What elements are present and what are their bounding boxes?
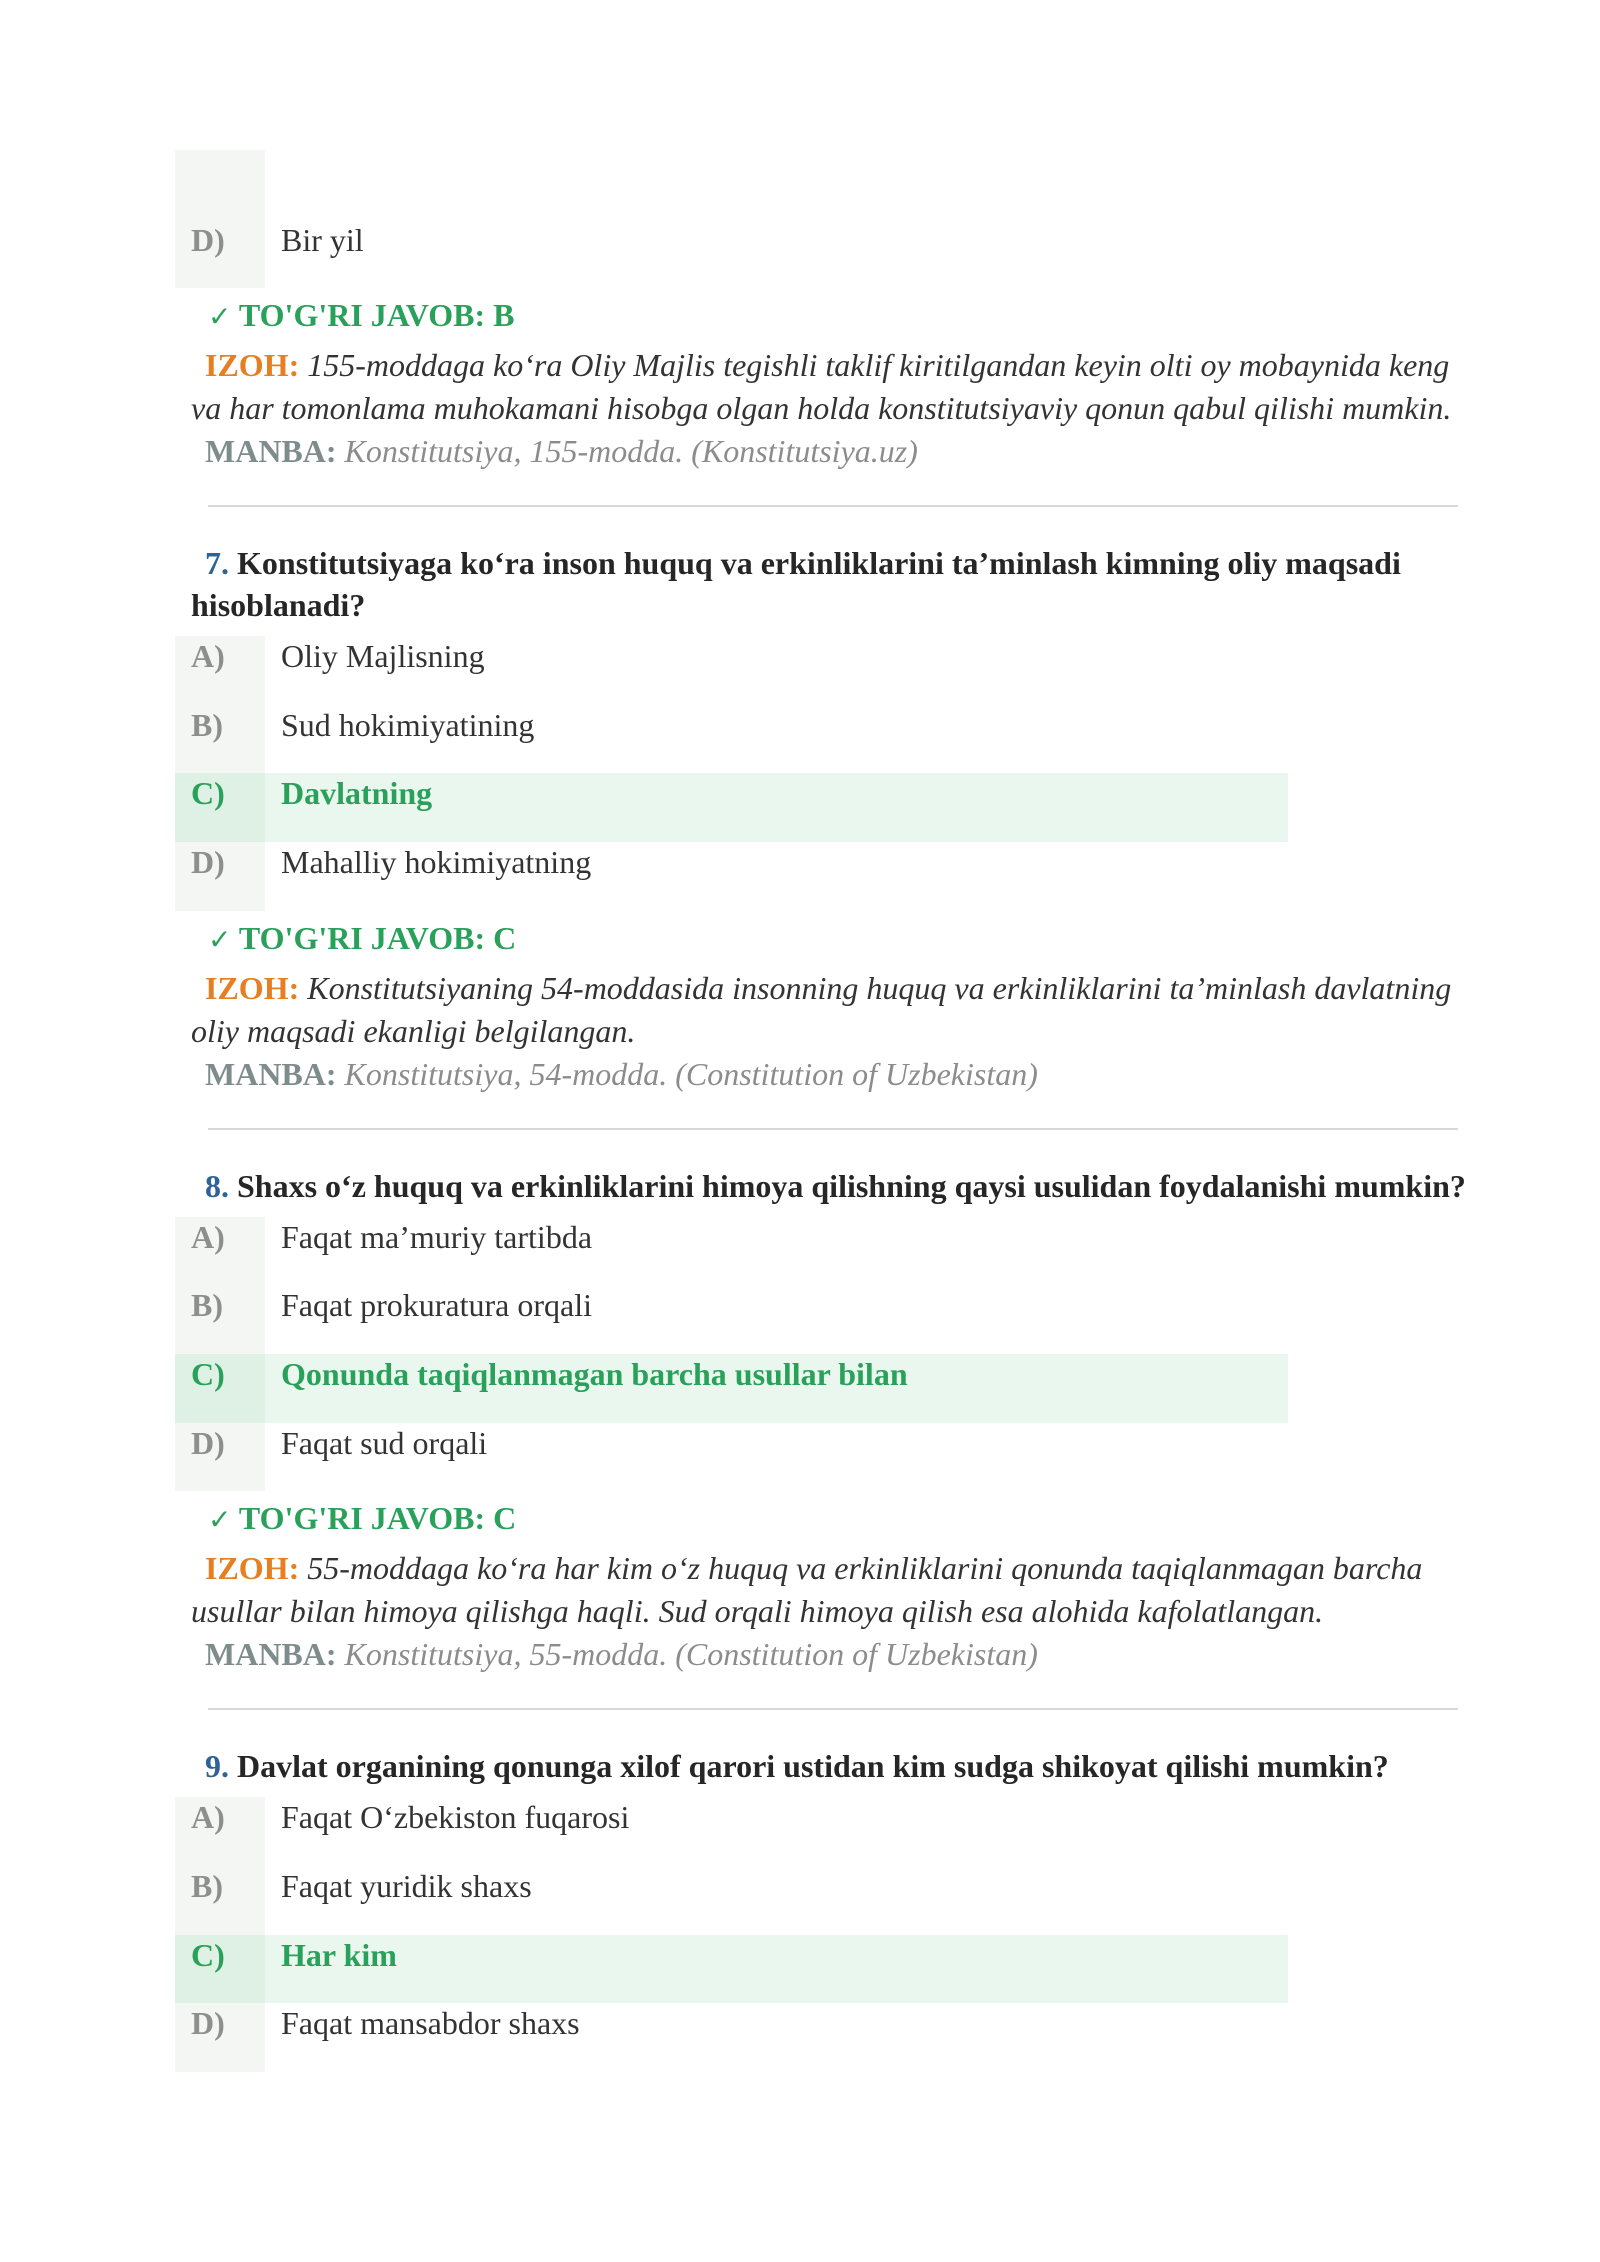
option-c-correct (175, 1935, 1288, 2004)
correct-answer (191, 917, 1476, 961)
option-text: Faqat prokuratura orqali (281, 1287, 592, 1324)
question-number: 7. (205, 545, 229, 582)
option-b (175, 1285, 1288, 1354)
question-text: Davlat organining qonunga xilof qarori ustidan kim sudga shikoyat qilishi mumkin? (237, 1748, 1389, 1785)
explanation (191, 344, 1476, 430)
option-c-correct (175, 1354, 1288, 1423)
question-number: 9. (205, 1748, 229, 1785)
option-text: Bir yil (281, 221, 364, 258)
option-d (175, 2003, 1288, 2072)
option-d (175, 842, 1288, 911)
correct-answer-label: TO'G'RI JAVOB: B (238, 297, 515, 334)
options-list (175, 150, 1288, 288)
question-8 (191, 1165, 1476, 1207)
option-letter: A) (191, 1218, 225, 1255)
option-letter: B) (191, 706, 223, 743)
question-text: Shaxs o‘z huquq va erkinliklarini himoya qilishning qaysi usulidan foydalanishi mumkin? (237, 1167, 1466, 1204)
option-text: Har kim (281, 1936, 397, 1973)
options-list (175, 1217, 1288, 1492)
option-text: Faqat sud orqali (281, 1424, 488, 1461)
explanation-text: 155-moddaga ko‘ra Oliy Majlis tegishli taklif kiritilgandan keyin olti oy mobaynida keng va har tomonlama muhokamani hisobga olgan holda konstitutsiyaviy qonun qabul qilishi mumkin. (191, 347, 1452, 427)
option-a (175, 1217, 1288, 1286)
explanation (191, 967, 1476, 1053)
correct-answer (191, 294, 1476, 338)
option-letter: B) (191, 1868, 223, 1905)
explanation (191, 1547, 1476, 1633)
source (191, 430, 1476, 473)
divider (208, 505, 1458, 507)
option-d (175, 1423, 1288, 1492)
explanation-label: IZOH: (205, 347, 300, 384)
option-letter: B) (191, 1287, 223, 1324)
option-d (175, 220, 1288, 289)
option-text: Sud hokimiyatining (281, 706, 535, 743)
question-9 (191, 1745, 1476, 1787)
source (191, 1633, 1476, 1676)
explanation-label: IZOH: (205, 1550, 300, 1587)
source-text: Konstitutsiya, 55-modda. (Constitution of Uzbekistan) (344, 1636, 1038, 1673)
option-text: Faqat yuridik shaxs (281, 1868, 532, 1905)
option-a (175, 1797, 1288, 1866)
option-letter: C) (175, 1354, 265, 1423)
source-text: Konstitutsiya, 155-modda. (Konstitutsiya.uz) (344, 433, 918, 470)
option-letter: A) (191, 1799, 225, 1836)
option-b (175, 1866, 1288, 1935)
question-7 (191, 542, 1476, 626)
correct-answer-label: TO'G'RI JAVOB: C (238, 919, 517, 956)
check-icon: ✓ (208, 1503, 232, 1537)
correct-answer (191, 1497, 1476, 1541)
explanation-text: 55-moddaga ko‘ra har kim o‘z huquq va erkinliklarini qonunda taqiqlanmagan barcha usullar bilan himoya qilishga haqli. Sud orqali himoya qilish esa alohida kafolatlangan. (191, 1550, 1423, 1630)
question-text: Konstitutsiyaga ko‘ra inson huquq va erkinliklarini ta’minlash kimning oliy maqsadi hisoblanadi? (191, 545, 1401, 624)
explanation-text: Konstitutsiyaning 54-moddasida insonning huquq va erkinliklarini ta’minlash davlatning oliy maqsadi ekanligi belgilangan. (191, 969, 1452, 1049)
source-label: MANBA: (205, 1636, 337, 1673)
option-letter: C) (175, 773, 265, 842)
correct-answer-label: TO'G'RI JAVOB: C (238, 1500, 517, 1537)
options-list (175, 1797, 1288, 2072)
option-b (175, 705, 1288, 774)
option-letter: D) (191, 2005, 225, 2042)
option-text: Mahalliy hokimiyatning (281, 844, 592, 881)
source (191, 1053, 1476, 1096)
option-text: Oliy Majlisning (281, 638, 485, 675)
divider (208, 1128, 1458, 1130)
option-text: Qonunda taqiqlanmagan barcha usullar bilan (281, 1356, 908, 1393)
check-icon: ✓ (208, 922, 232, 956)
option-letter: C) (175, 1935, 265, 2004)
source-label: MANBA: (205, 1055, 337, 1092)
option-c-correct (175, 773, 1288, 842)
option-letter: D) (191, 1424, 225, 1461)
option-letter: A) (191, 638, 225, 675)
source-text: Konstitutsiya, 54-modda. (Constitution of Uzbekistan) (344, 1055, 1038, 1092)
option-letter: D) (191, 221, 225, 258)
option-text: Faqat mansabdor shaxs (281, 2005, 580, 2042)
option-text: Faqat ma’muriy tartibda (281, 1218, 593, 1255)
source-label: MANBA: (205, 433, 337, 470)
option-text: Faqat O‘zbekiston fuqarosi (281, 1799, 630, 1836)
explanation-label: IZOH: (205, 969, 300, 1006)
option-a (175, 636, 1288, 705)
options-list (175, 636, 1288, 911)
check-icon: ✓ (208, 300, 232, 334)
option-letter: D) (191, 844, 225, 881)
question-number: 8. (205, 1167, 229, 1204)
page-content (191, 0, 1476, 2072)
option-text: Davlatning (281, 775, 433, 812)
divider (208, 1708, 1458, 1710)
